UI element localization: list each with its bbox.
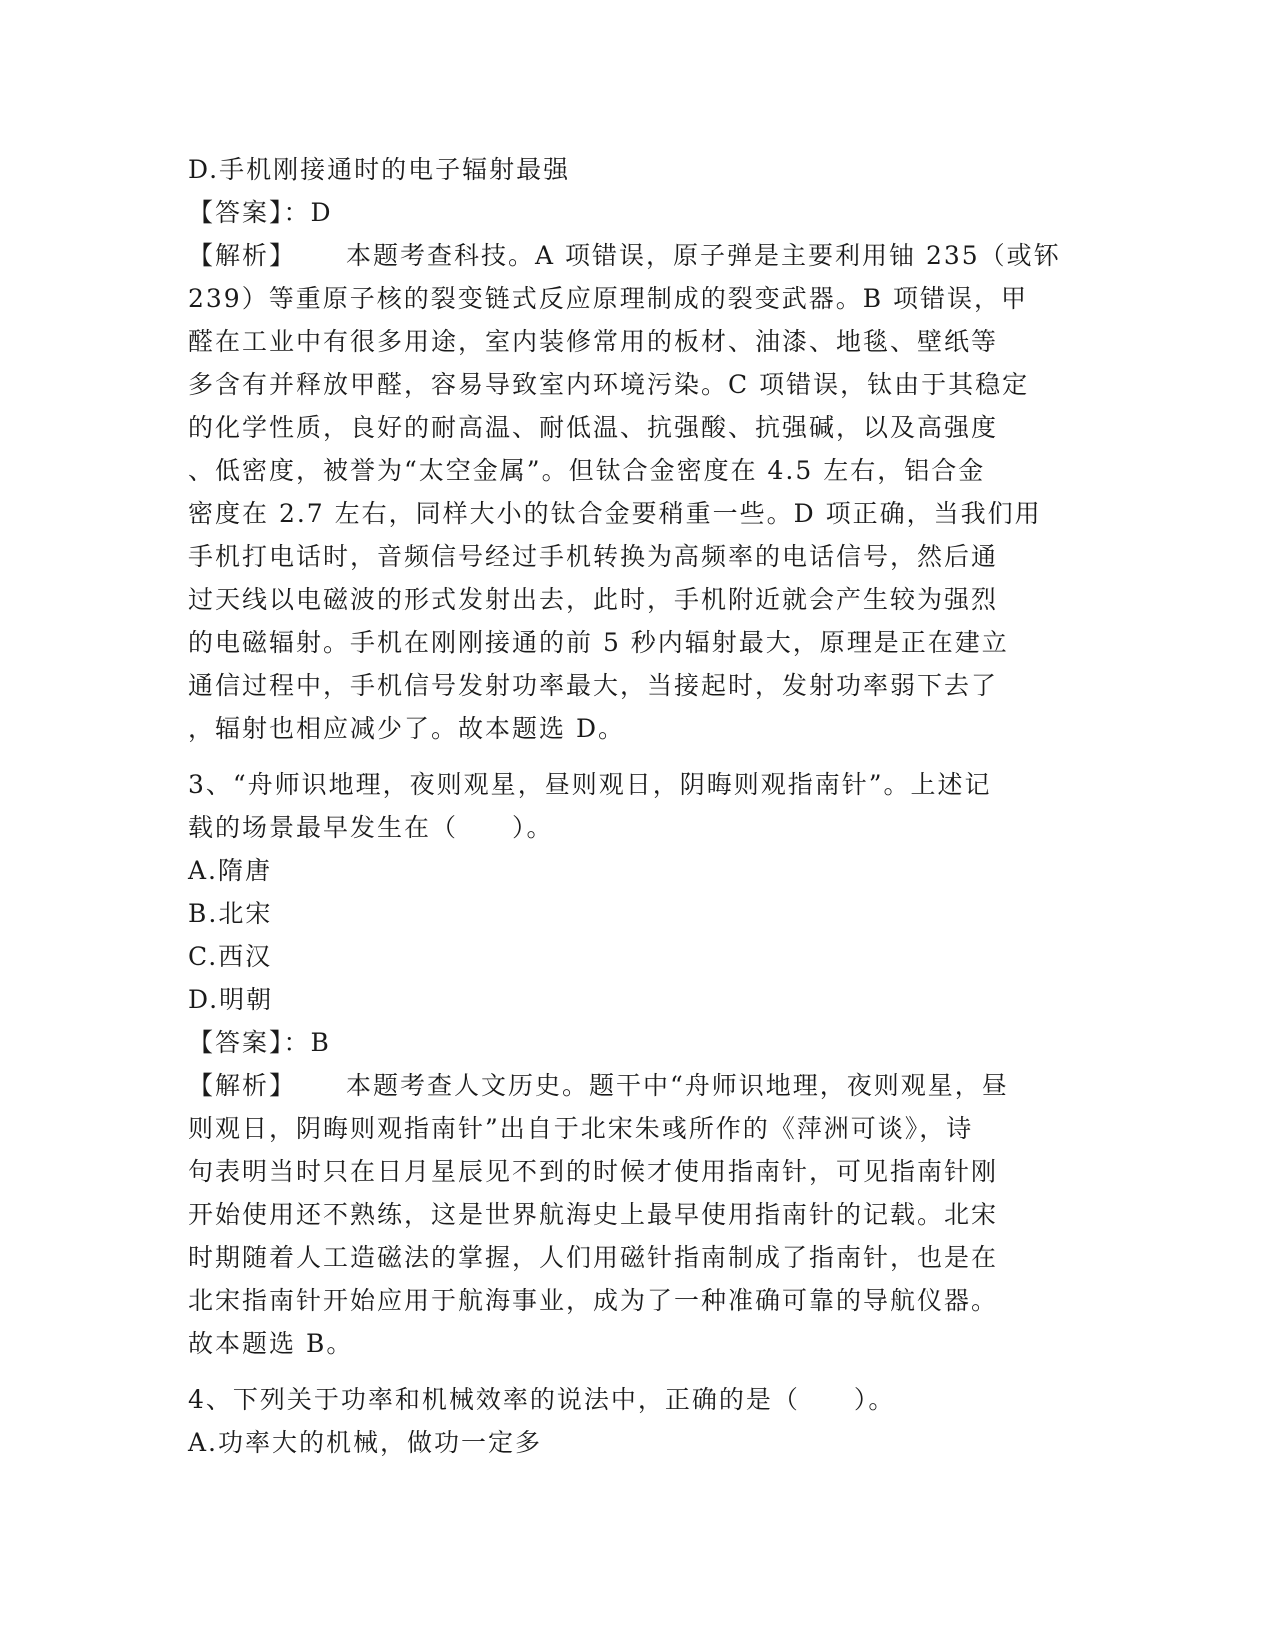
explanation-text: 本题考查人文历史。题干中“舟师识地理，夜则观星，昼 (346, 1071, 1009, 1100)
explanation-line: 时期随着人工造磁法的掌握，人们用磁针指南制成了指南针，也是在 (188, 1243, 999, 1272)
explanation-line: 密度在 2.7 左右，同样大小的钛合金要稍重一些。D 项正确，当我们用 (188, 499, 1042, 528)
answer-label: 【答案】：B (188, 1028, 331, 1057)
explanation-line: 的化学性质，良好的耐高温、耐低温、抗强酸、抗强碱，以及高强度 (188, 413, 999, 442)
explanation-line: 、低密度，被誉为“太空金属”。但钛合金密度在 4.5 左右，铝合金 (188, 456, 986, 485)
explanation-tag: 【解析】 (188, 1071, 297, 1100)
explanation-line: 北宋指南针开始应用于航海事业，成为了一种准确可靠的导航仪器。 (188, 1286, 999, 1315)
explanation-line: 239）等重原子核的裂变链式反应原理制成的裂变武器。B 项错误，甲 (188, 284, 1029, 313)
page-content (188, 148, 1088, 1464)
question-3 (188, 763, 1088, 1365)
explanation-tag: 【解析】 (188, 241, 297, 270)
explanation-first-line (188, 234, 1088, 277)
explanation-line: 过天线以电磁波的形式发射出去，此时，手机附近就会产生较为强烈 (188, 585, 999, 614)
explanation-line: 手机打电话时，音频信号经过手机转换为高频率的电话信号，然后通 (188, 542, 999, 571)
explanation-line: 句表明当时只在日月星辰见不到的时候才使用指南针，可见指南针刚 (188, 1157, 999, 1186)
option-b: B.北宋 (188, 899, 273, 928)
explanation-line: 故本题选 B。 (188, 1329, 354, 1358)
question-text: 3、“舟师识地理，夜则观星，昼则观日，阴晦则观指南针”。上述记 (188, 770, 992, 799)
explanation-line: ，辐射也相应减少了。故本题选 D。 (188, 714, 625, 743)
explanation-line: 开始使用还不熟练，这是世界航海史上最早使用指南针的记载。北宋 (188, 1200, 999, 1229)
option-a: A.隋唐 (188, 856, 273, 885)
option-c: C.西汉 (188, 942, 273, 971)
explanation-text: 本题考查科技。A 项错误，原子弹是主要利用铀 235（或钚 (346, 241, 1061, 270)
explanation-line: 的电磁辐射。手机在刚刚接通的前 5 秒内辐射最大，原理是正在建立 (188, 628, 1009, 657)
explanation-line: 多含有并释放甲醛，容易导致室内环境污染。C 项错误，钛由于其稳定 (188, 370, 1030, 399)
explanation-line: 醛在工业中有很多用途，室内装修常用的板材、油漆、地毯、壁纸等 (188, 327, 999, 356)
explanation-line: 则观日，阴晦则观指南针”出自于北宋朱彧所作的《萍洲可谈》，诗 (188, 1114, 974, 1143)
answer-label: 【答案】：D (188, 198, 333, 227)
explanation-first-line (188, 1064, 1088, 1107)
question-2-tail (188, 148, 1088, 750)
question-text: 载的场景最早发生在（ ）。 (188, 813, 554, 842)
option-a: A.功率大的机械，做功一定多 (188, 1428, 543, 1457)
option-d: D.手机刚接通时的电子辐射最强 (188, 155, 571, 184)
question-text: 4、下列关于功率和机械效率的说法中，正确的是（ ）。 (188, 1385, 896, 1414)
explanation-line: 通信过程中，手机信号发射功率最大，当接起时，发射功率弱下去了 (188, 671, 999, 700)
question-4 (188, 1378, 1088, 1464)
option-d: D.明朝 (188, 985, 274, 1014)
